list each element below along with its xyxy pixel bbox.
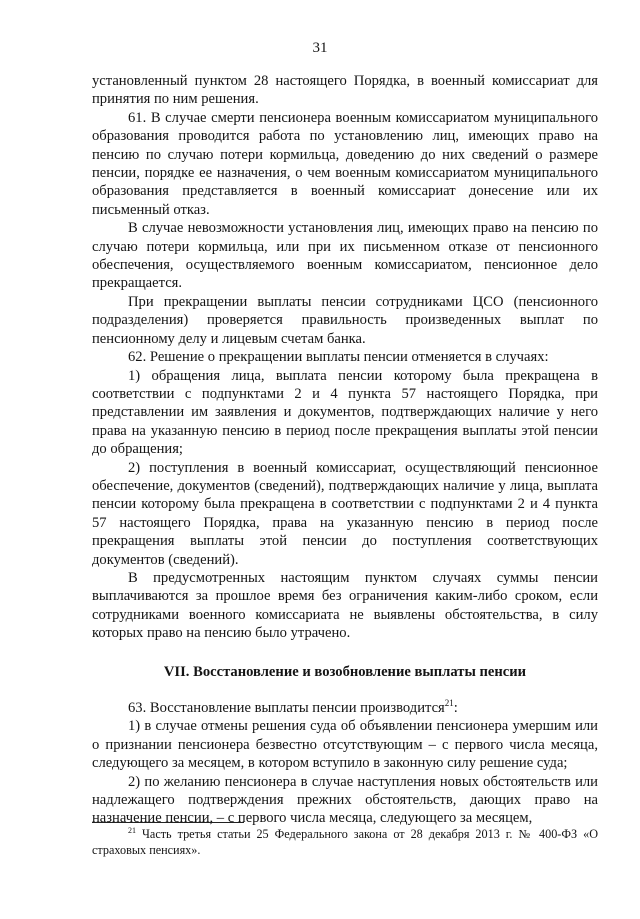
- paragraph-62-item-1: 1) обращения лица, выплата пенсии которому была прекращена в соответствии с подпунктами 2 и 4 пункта 57 настоящего Порядка, при представлении им заявления и документов, подтверждающих наличие у него права на указанную пенсию в период после прекращения выплаты этой пенсии до обращения;: [92, 367, 598, 458]
- paragraph-63-item-1: 1) в случае отмены решения суда об объявлении пенсионера умершим или о признании пенсионера безвестно отсутствующим – с первого числа месяца, следующего за месяцем, в котором вступило в законную силу решение суда;: [92, 718, 598, 772]
- document-body: [92, 72, 598, 828]
- paragraph-61: 61. В случае смерти пенсионера военным комиссариатом муниципального образования проводится работа по установлению лиц, имеющих право на пенсию по случаю потери кормильца, доведению до них сведений о размере пенсии, порядке ее назначения, о чем военным комиссариатом муниципального образования представляется в военный комиссариат донесение или их письменный отказ.: [92, 109, 598, 218]
- paragraph-62-payment: В предусмотренных настоящим пунктом случаях суммы пенсии выплачиваются за прошлое время без ограничения каким-либо сроком, если сотрудниками военного комиссариата не выявлены обстоятельства, в силу которых право на пенсию было утрачено.: [92, 569, 598, 642]
- footnote-marker: 21: [128, 825, 136, 835]
- paragraph-63-item-2: 2) по желанию пенсионера в случае наступления новых обстоятельств или надлежащего подтверждения прежних обстоятельств, дающих право на назначение пенсии, – с первого числа месяца, следующего за месяцем,: [92, 773, 598, 827]
- footnote-divider: [92, 822, 244, 823]
- paragraph-63-text: 63. Восстановление выплаты пенсии производится: [128, 700, 445, 716]
- footnote-reference: 21: [444, 698, 454, 709]
- paragraph-63-tail: :: [453, 700, 458, 716]
- paragraph-62: 62. Решение о прекращении выплаты пенсии отменяется в случаях:: [128, 349, 549, 366]
- paragraph-63: [92, 699, 598, 717]
- paragraph-61-impossibility: В случае невозможности установления лиц, имеющих право на пенсию по случаю потери кормильца, или при их письменном отказе от пенсионного обеспечения, осуществляемого военным комиссариатом, пенсионное дело прекращается.: [92, 220, 598, 292]
- section-heading: VII. Восстановление и возобновление выплаты пенсии: [163, 663, 527, 680]
- footnote-text: Часть третья статьи 25 Федерального закона от 28 декабря 2013 г. № 400-ФЗ «О страховых пенсиях».: [92, 827, 598, 857]
- paragraph-61-termination-check: При прекращении выплаты пенсии сотрудниками ЦСО (пенсионного подразделения) проверяется правильность произведенных выплат по пенсионному делу и лицевым счетам банка.: [92, 293, 598, 347]
- paragraph-62-item-2: 2) поступления в военный комиссариат, осуществляющий пенсионное обеспечение, документов (сведений), подтверждающих наличие у лица, выплата пенсии которому была прекращена в соответствии с подпунктами 2 и 4 пункта 57 настоящего Порядка, права на указанную пенсию в период после прекращения выплаты этой пенсии до поступления соответствующих документов (сведений).: [92, 459, 598, 568]
- page-number: 31: [312, 40, 328, 56]
- paragraph-continuation: установленный пунктом 28 настоящего Порядка, в военный комиссариат для принятия по ним решения.: [92, 73, 598, 108]
- footnote: [92, 826, 598, 858]
